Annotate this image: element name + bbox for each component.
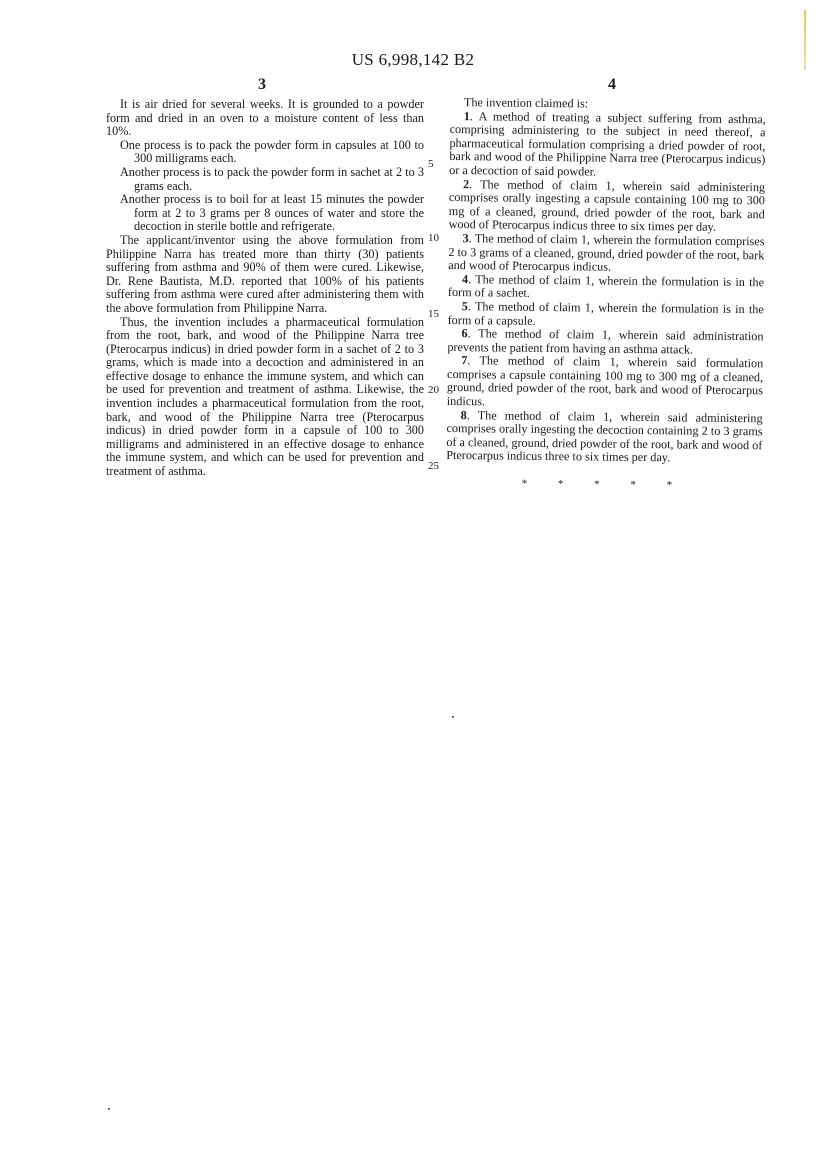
paragraph: Thus, the invention includes a pharmaceutical formulation from the root, bark, and wood of the Philippine Narra tree (Pterocarpus indicus) in dried powder form in a sachet of 2 to 3 grams, which is made into a decoction and administered in an effective dosage to enhance the immune system, and which can be used for prevention and treatment of asthma. Likewise, the invention includes a pharmaceutical formulation from the root, bark, and wood of the Philippine Narra tree (Pterocarpus indicus) in dried powder form in a capsule of 100 to 300 milligrams and administered in an effective dosage to enhance the immune system, and which can be used for prevention and treatment of asthma. — [106, 314, 424, 479]
claim-text: . A method of treating a subject suffering from asthma, comprising administering to the subject in need thereof, a pharmaceutical formulation comprising a dried powder of root, bark and wood of the Philippine Narra tree (Pterocarpus indicus) or a decoction of said powder. — [449, 108, 766, 179]
column-number-left: 3 — [258, 76, 266, 93]
claim-number: 8 — [460, 407, 467, 422]
claim-number: 1 — [463, 108, 470, 123]
claim-text: . The method of claim 1, wherein the formulation is in the form of a sachet. — [447, 271, 765, 301]
claim — [449, 110, 766, 181]
scan-speck — [108, 1108, 110, 1110]
line-number: 20 — [428, 384, 439, 396]
paragraph: Another process is to boil for at least 15 minutes the powder form at 2 to 3 grams per 8 ounces of water and store the decoction in sterile bottle and refrigerate. — [120, 192, 424, 234]
claim-text: . The method of claim 1, wherein said administering comprises orally ingesting a capsule containing 100 mg to 300 mg of a cleaned, ground, dried powder of the root, bark and wood of Pterocarpus indicus three to six times per day. — [448, 176, 766, 235]
scan-speck — [452, 716, 454, 718]
claim-text: . The method of claim 1, wherein the formulation comprises 2 to 3 grams of a cleaned, ground, dried powder of the root, bark and wood of Pterocarpus indicus. — [448, 231, 765, 274]
claim-number: 6 — [461, 326, 468, 341]
claim — [449, 178, 766, 236]
paragraph: The applicant/inventor using the above formulation from Philippine Narra has treated more than thirty (30) patients suffering from asthma and 90% of them were cured. Likewise, Dr. Rene Bautista, M.D. reported that 100% of his patients suffering from asthma were cured after administering them with the above formulation from Philippine Narra. — [106, 232, 424, 315]
claim — [448, 232, 764, 276]
column-number-right: 4 — [608, 76, 616, 93]
paragraph: One process is to pack the powder form in capsules at 100 to 300 milligrams each. — [120, 137, 424, 166]
line-number: 25 — [428, 460, 439, 472]
claim-number: 3 — [462, 231, 469, 246]
end-marks: * * * * * — [521, 477, 687, 492]
paragraph: It is air dried for several weeks. It is grounded to a powder form and dried in an oven to a moisture content of less than 10%. — [106, 97, 424, 139]
claim — [447, 354, 764, 412]
claim-text: . The method of claim 1, wherein said formulation comprises a capsule containing 100 mg to 300 mg of a cleaned, ground, dried powder of the root, bark and wood of Pterocarpus indicus. — [446, 353, 764, 409]
line-number: 15 — [428, 308, 439, 320]
claim — [446, 409, 763, 467]
claim-number: 5 — [461, 299, 468, 314]
paragraph: Another process is to pack the powder form in sachet at 2 to 3 grams each. — [120, 164, 424, 193]
left-column — [106, 98, 424, 479]
patent-number: US 6,998,142 B2 — [351, 50, 475, 69]
right-column — [446, 96, 766, 494]
claim-number: 4 — [462, 271, 469, 286]
claim-text: . The method of claim 1, wherein said administering comprises orally ingesting the decoction containing 2 to 3 grams of a cleaned, ground, dried powder of the root, bark and wood of Pterocarpus indicus three to six times per day. — [446, 407, 763, 465]
claim-text: . The method of claim 1, wherein the formulation is in the form of a capsule. — [447, 299, 764, 328]
claims-intro: The invention claimed is: — [463, 95, 589, 111]
claim-number: 7 — [461, 353, 468, 368]
line-number: 5 — [428, 158, 434, 170]
line-number: 10 — [428, 232, 439, 244]
claim-text: . The method of claim 1, wherein said administration prevents the patient from having an asthma attack. — [447, 326, 764, 357]
claim-number: 2 — [463, 176, 470, 191]
